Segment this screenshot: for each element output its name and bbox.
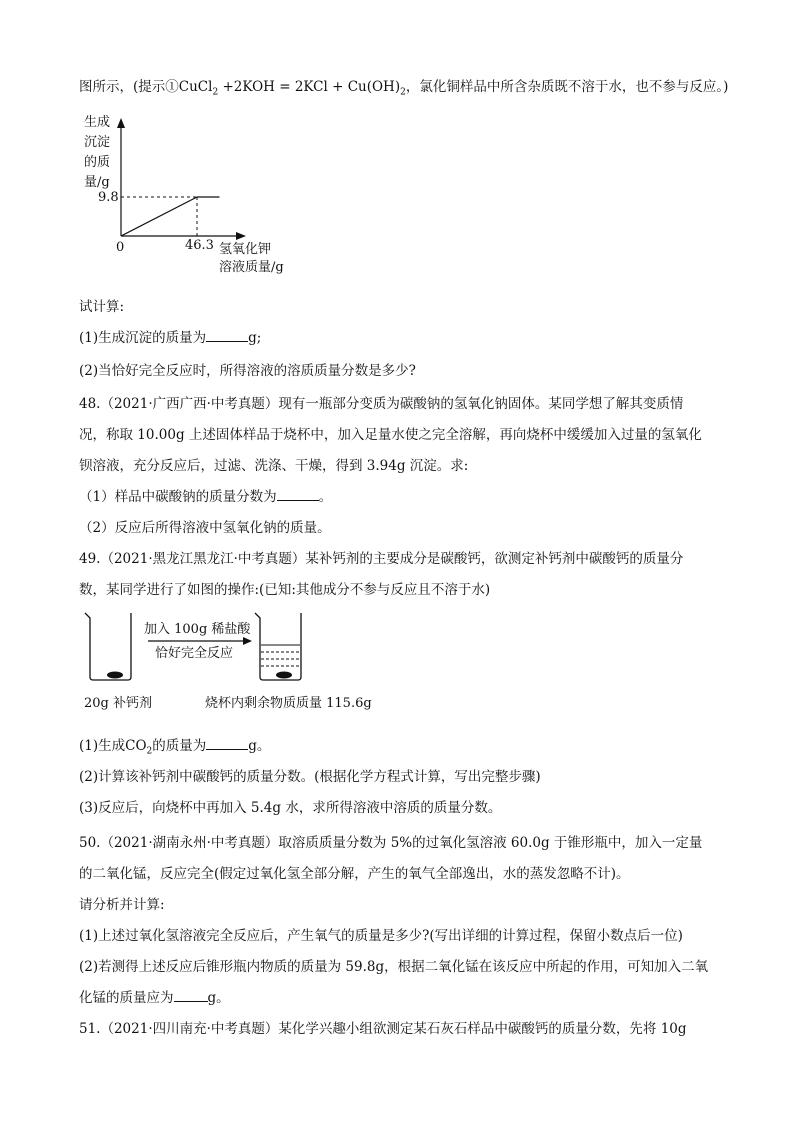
q48-part1: （1）样品中碳酸钠的质量分数为 。 xyxy=(79,489,333,505)
q50-part1: (1)上述过氧化氢溶液完全反应后，产生氧气的质量是多少?(写出详细的计算过程，保留小数点后一位) xyxy=(79,928,683,944)
answer-blank xyxy=(174,989,208,1002)
calcium-supplement-solid xyxy=(107,672,123,679)
q49-part1: (1)生成$CO_2$的质量为 g。 xyxy=(79,738,271,757)
left-beaker xyxy=(85,613,131,680)
y-label-1: 生成 xyxy=(84,115,111,130)
q49-part3: (3)反应后，向烧杯中再加入 5.4g 水，求所得溶液中溶质的质量分数。 xyxy=(79,800,502,816)
q47-prompt: 试计算: xyxy=(79,299,125,315)
y-tick-label: 9.8 xyxy=(98,190,119,205)
x-label-1: 氢氧化钾 xyxy=(219,242,272,257)
answer-blank xyxy=(206,737,248,750)
q48-part2: （2）反应后所得溶液中氢氧化钠的质量。 xyxy=(79,520,331,536)
q47-part2: (2)当恰好完全反应时，所得溶液的溶质质量分数是多少? xyxy=(79,363,416,379)
x-tick-label: 46.3 xyxy=(185,238,214,253)
q49-line-2: 数，某同学进行了如图的操作:(已知:其他成分不参与反应且不溶于水) xyxy=(79,582,491,598)
q50-line-1: 50.（2021·湖南永州·中考真题）取溶质质量分数为 5%的过氧化氢溶液 60.0g 于锥形瓶中，加入一定量 xyxy=(79,835,703,851)
x-label-2: 溶液质量/g xyxy=(219,260,284,275)
arrow-label-top: 加入 100g 稀盐酸 xyxy=(144,622,251,637)
right-beaker xyxy=(255,613,301,680)
q48-line-2: 况，称取 10.00g 上述固体样品于烧杯中，加入足量水使之完全溶解，再向烧杯中缓缓加入过量的氢氧化 xyxy=(79,427,702,443)
arrow-label-bottom: 恰好完全反应 xyxy=(155,646,234,661)
q48-line-1: 48.（2021·广西广西·中考真题）现有一瓶部分变质为碳酸钠的氢氧化钠固体。某同学想了解其变质情 xyxy=(79,396,684,412)
q51-line-1: 51.（2021·四川南充·中考真题）某化学兴趣小组欲测定某石灰石样品中碳酸钙的质量分数，先将 10g xyxy=(79,1021,687,1037)
q50-prompt: 请分析并计算: xyxy=(79,897,165,913)
y-label-2: 沉淀 xyxy=(84,135,111,150)
origin-label: 0 xyxy=(116,240,125,255)
caption-right: 烧杯内剩余物质质量 115.6g xyxy=(205,696,372,711)
q48-line-3: 钡溶液，充分反应后，过滤、洗涤、干燥，得到 3.94g 沉淀。求: xyxy=(79,458,469,474)
reaction-arrowhead xyxy=(243,637,252,645)
q47-part1: (1)生成沉淀的质量为 g; xyxy=(79,330,262,346)
q49-part2: (2)计算该补钙剂中碳酸钙的质量分数。(根据化学方程式计算，写出完整步骤) xyxy=(79,769,541,785)
q49-line-1: 49.（2021·黑龙江黑龙江·中考真题）某补钙剂的主要成分是碳酸钙，欲测定补钙剂中碳酸钙的质量分 xyxy=(79,551,684,567)
intro-line: 图所示，(提示①CuCl$_2$ $+2KOH = 2KCl + Cu(OH)_2$，氯化铜样品中所含杂质既不溶于水，也不参与反应。) xyxy=(79,79,729,98)
residue-solid xyxy=(276,672,292,679)
y-label-4: 量/g xyxy=(84,175,110,190)
y-label-3: 的质 xyxy=(84,155,111,170)
caption-left: 20g 补钙剂 xyxy=(84,696,152,711)
q50-line-2: 的二氧化锰，反应完全(假定过氧化氢全部分解，产生的氧气全部逸出，水的蒸发忽略不计)。 xyxy=(79,866,630,882)
q50-part2-line-2: 化锰的质量应为 g。 xyxy=(79,990,230,1006)
q50-part2-line-1: (2)若测得上述反应后锥形瓶内物质的质量为 59.8g，根据二氧化锰在该反应中所起的作用，可知加入二氧 xyxy=(79,959,709,975)
